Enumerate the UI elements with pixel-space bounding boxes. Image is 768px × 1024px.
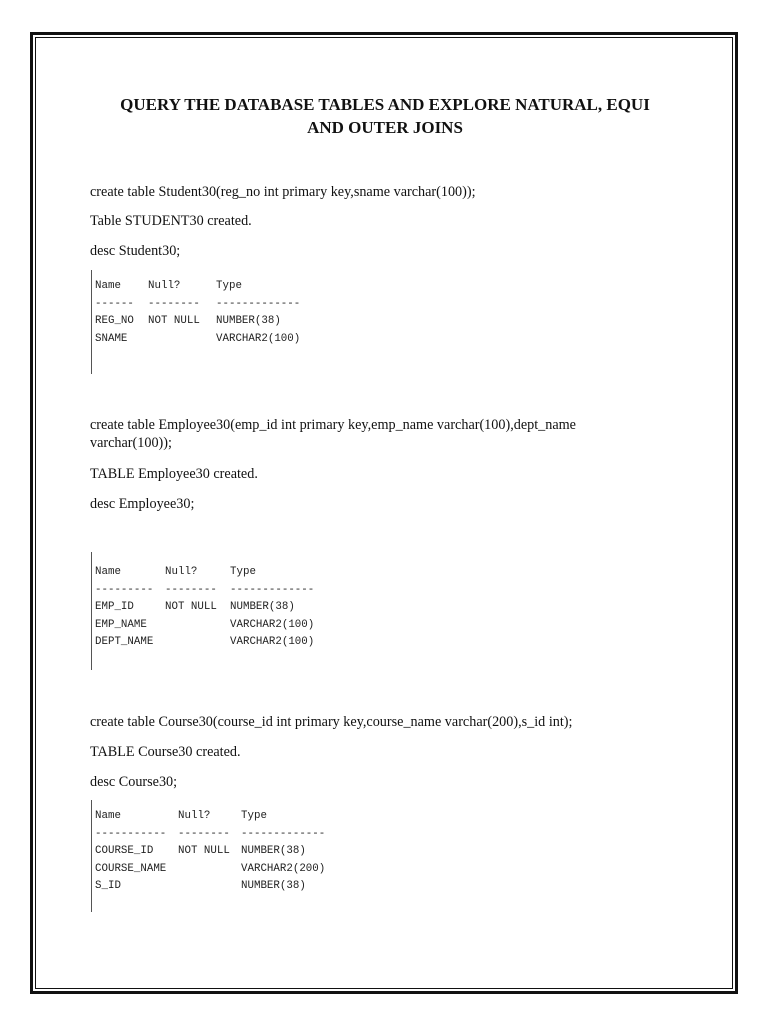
cell-name: COURSE_ID (95, 845, 154, 857)
dash-segment: --------- (95, 583, 154, 596)
cell-type: NUMBER(38) (241, 845, 306, 857)
table-row (95, 861, 325, 879)
cell-name: COURSE_NAME (95, 862, 167, 875)
document-title (90, 93, 680, 139)
cell-name: SNAME (95, 332, 128, 345)
employee-create-statement: create table Employee30(emp_id int primary key,emp_name varchar(100),dept_name varchar(100)); (90, 417, 576, 451)
student-desc-statement: desc Student30; (90, 243, 181, 259)
student-create-statement: create table Student30(reg_no int primary key,sname varchar(100)); (90, 184, 476, 200)
cell-type: VARCHAR2(200) (241, 862, 326, 875)
cell-null: NOT NULL (148, 315, 200, 327)
table-row (95, 313, 300, 331)
dash-segment: -------- (178, 827, 230, 840)
course-created-message: TABLE Course30 created. (90, 744, 241, 760)
cell-type: NUMBER(38) (216, 315, 281, 327)
cell-name: EMP_ID (95, 601, 134, 613)
col-name-header: Name (95, 566, 121, 578)
col-null-header: Null? (165, 566, 198, 578)
course-create-statement: create table Course30(course_id int primary key,course_name varchar(200),s_id int); (90, 714, 573, 730)
course-desc-statement: desc Course30; (90, 774, 178, 790)
cell-type: VARCHAR2(100) (216, 332, 301, 345)
cell-type: VARCHAR2(100) (230, 618, 315, 631)
course-desc-output (91, 800, 325, 912)
employee-desc-output (91, 552, 314, 670)
table-row (95, 331, 300, 349)
student-desc-dashes (95, 296, 300, 314)
employee-desc-statement: desc Employee30; (90, 496, 195, 512)
cell-name: EMP_NAME (95, 618, 147, 631)
dash-segment: -------- (165, 583, 217, 596)
dash-segment: ------------- (216, 297, 301, 310)
cell-type: NUMBER(38) (230, 601, 295, 613)
cell-name: DEPT_NAME (95, 636, 154, 648)
cell-name: S_ID (95, 880, 121, 892)
dash-segment: ----------- (95, 827, 167, 840)
dash-segment: ------------- (241, 827, 326, 840)
student-desc-output (91, 270, 300, 374)
dash-segment: ------------- (230, 583, 315, 596)
table-row (95, 617, 314, 635)
cell-null: NOT NULL (178, 845, 230, 857)
title-line-2: AND OUTER JOINS (307, 118, 463, 137)
dash-segment: -------- (148, 297, 200, 310)
employee-desc-dashes (95, 582, 314, 600)
col-null-header: Null? (148, 280, 181, 292)
col-name-header: Name (95, 810, 121, 822)
employee-created-message: TABLE Employee30 created. (90, 466, 258, 482)
cell-name: REG_NO (95, 315, 134, 327)
table-row (95, 634, 314, 652)
dash-segment: ------ (95, 297, 134, 310)
cell-null: NOT NULL (165, 601, 217, 613)
cell-type: NUMBER(38) (241, 880, 306, 892)
col-type-header: Type (216, 280, 242, 292)
table-row (95, 878, 325, 896)
course-desc-dashes (95, 826, 325, 844)
table-row (95, 843, 325, 861)
student-desc-header (95, 278, 300, 296)
employee-desc-header (95, 564, 314, 582)
col-name-header: Name (95, 280, 121, 292)
student-created-message: Table STUDENT30 created. (90, 213, 252, 229)
title-line-1: QUERY THE DATABASE TABLES AND EXPLORE NATURAL, EQUI (120, 95, 650, 114)
cell-type: VARCHAR2(100) (230, 636, 315, 648)
table-row (95, 599, 314, 617)
col-null-header: Null? (178, 810, 211, 822)
col-type-header: Type (241, 810, 267, 822)
col-type-header: Type (230, 566, 256, 578)
course-desc-header (95, 808, 325, 826)
